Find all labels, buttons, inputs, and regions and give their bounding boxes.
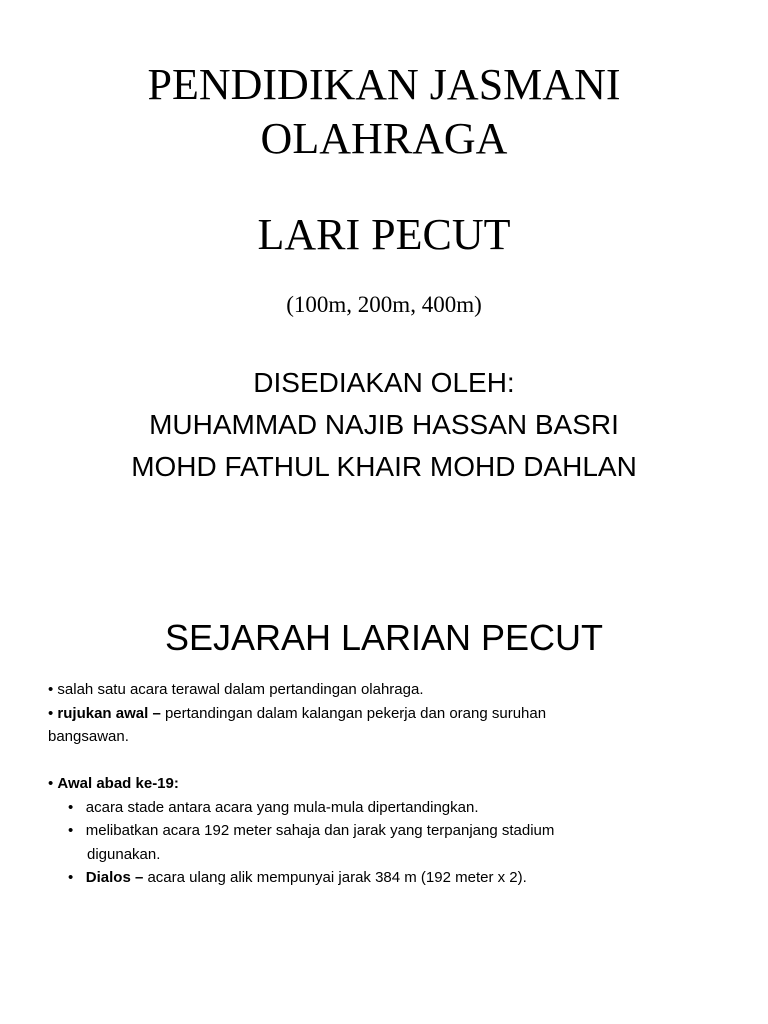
bullet-marker: • xyxy=(48,775,58,792)
sub-bullet-item: • acara stade antara acara yang mula-mula dipertandingkan. xyxy=(68,798,479,816)
distances-text: (100m, 200m, 400m) xyxy=(286,292,482,317)
prepared-by-block xyxy=(0,362,768,488)
history-title: SEJARAH LARIAN PECUT xyxy=(164,617,604,658)
bullet-item xyxy=(48,702,648,726)
prepared-by-label: DISEDIAKAN OLEH: xyxy=(253,367,515,398)
history-body xyxy=(48,678,648,890)
main-title-line-1: PENDIDIKAN JASMANI xyxy=(147,60,621,109)
main-title-line-2: OLAHRAGA xyxy=(260,114,508,163)
bullet-marker: • xyxy=(48,704,58,722)
sub-bullet-item: • melibatkan acara 192 meter sahaja dan jarak yang terpanjang stadium xyxy=(68,822,555,839)
bullet-bold-label: rujukan awal – xyxy=(57,704,161,722)
bullet-item xyxy=(48,772,648,796)
history-slide xyxy=(0,560,768,1024)
author-name: MOHD FATHUL KHAIR MOHD DAHLAN xyxy=(131,451,637,482)
bullet-continuation: bangsawan. xyxy=(48,728,129,745)
bullet-text: pertandingan dalam kalangan pekerja dan orang suruhan xyxy=(160,704,547,722)
author-name: MUHAMMAD NAJIB HASSAN BASRI xyxy=(149,409,619,440)
sub-bullet-continuation: digunakan. xyxy=(87,845,161,863)
main-title xyxy=(0,58,768,166)
sub-bullet-text: acara ulang alik mempunyai jarak 384 m (192 meter x 2). xyxy=(143,869,527,886)
bullet-bold-label: Awal abad ke-19: xyxy=(57,775,179,792)
sub-bullet-marker: • xyxy=(68,869,86,886)
subtitle: LARI PECUT xyxy=(257,210,511,259)
spacer xyxy=(48,749,648,773)
sub-bullet-item xyxy=(48,866,648,890)
bullet-item: • salah satu acara terawal dalam pertandingan olahraga. xyxy=(48,681,424,698)
sub-bullet-bold-label: Dialos – xyxy=(85,869,144,886)
